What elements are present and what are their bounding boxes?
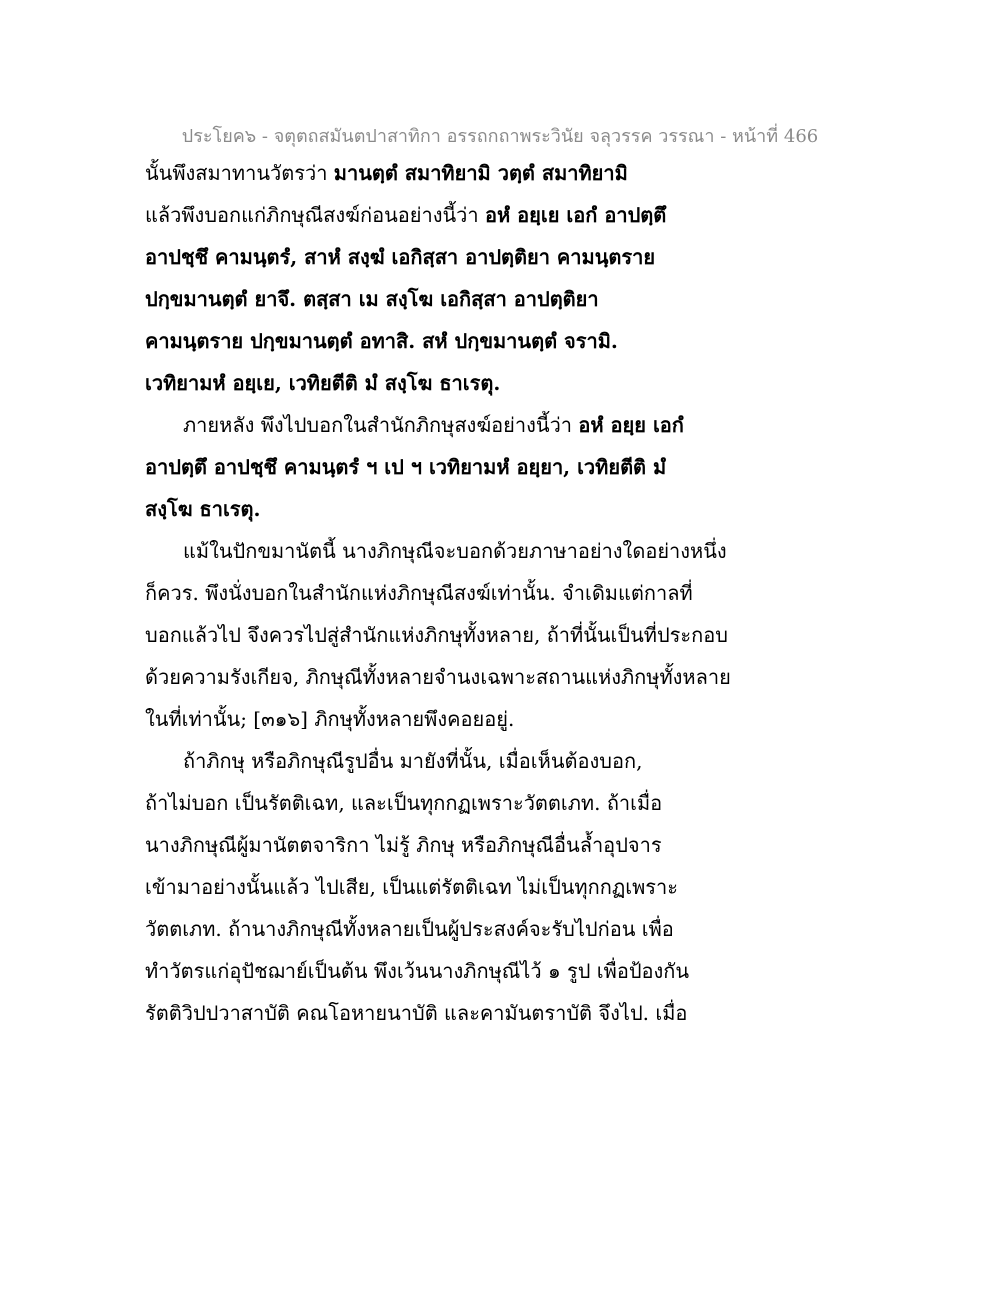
text-line-8-bold: อาปตฺตึ อาปชฺชึ คามนฺตรํ ฯ เป ฯ เวทิยามหํ อยฺยา, เวทิยตีติ มํ [145, 455, 667, 479]
text-line-19 [145, 916, 674, 942]
text-line-20 [145, 958, 689, 984]
text-line-1 [145, 160, 628, 186]
text-line-9-bold: สงฺโฆ ธาเรตุ. [145, 497, 261, 521]
text-line-17 [145, 832, 662, 858]
text-line-4-bold: ปกฺขมานตฺตํ ยาจึ. ตสฺสา เม สงฺโฆ เอกิสฺสา อาปตฺติยา [145, 287, 599, 311]
text-line-16-normal: ถ้าไม่บอก เป็นรัตติเฉท, และเป็นทุกกฏเพราะวัตตเภท. ถ้าเมื่อ [145, 791, 663, 815]
text-line-11-normal: ก็ควร. พึงนั่งบอกในสำนักแห่งภิกษุณีสงฆ์เท่านั้น. จำเดิมแต่กาลที่ [145, 581, 693, 605]
text-line-17-normal: นางภิกษุณีผู้มานัตตจาริกา ไม่รู้ ภิกษุ หรือภิกษุณีอื่นล้ำอุปจาร [145, 833, 662, 857]
text-line-9 [145, 496, 261, 522]
text-line-11 [145, 580, 693, 606]
text-line-1-normal: นั้นพึงสมาทานวัตรว่า [145, 161, 334, 185]
text-line-1-bold: มานตฺตํ สมาทิยามิ วตฺตํ สมาทิยามิ [333, 161, 628, 185]
text-line-7-normal: ภายหลัง พึงไปบอกในสำนักภิกษุสงฆ์อย่างนี้ว่า [183, 413, 579, 437]
text-line-2 [145, 202, 666, 228]
text-line-4 [145, 286, 599, 312]
text-line-7-bold: อหํ อยฺย เอกํ [578, 413, 684, 437]
text-line-15 [183, 748, 642, 774]
text-line-12-normal: บอกแล้วไป จึงควรไปสู่สำนักแห่งภิกษุทั้งหลาย, ถ้าที่นั้นเป็นที่ประกอบ [145, 623, 728, 647]
text-line-18 [145, 874, 678, 900]
text-line-13 [145, 664, 731, 690]
text-line-10-normal: แม้ในปักขมานัตนี้ นางภิกษุณีจะบอกด้วยภาษาอย่างใดอย่างหนึ่ง [183, 539, 727, 563]
text-line-15-normal: ถ้าภิกษุ หรือภิกษุณีรูปอื่น มายังที่นั้น, เมื่อเห็นต้องบอก, [183, 749, 643, 773]
text-line-19-normal: วัตตเภท. ถ้านางภิกษุณีทั้งหลายเป็นผู้ประสงค์จะรับไปก่อน เพื่อ [145, 917, 674, 941]
text-line-8 [145, 454, 666, 480]
text-line-14 [145, 706, 514, 732]
text-line-3 [145, 244, 655, 270]
text-line-2-normal: แล้วพึงบอกแก่ภิกษุณีสงฆ์ก่อนอย่างนี้ว่า [145, 203, 485, 227]
text-line-18-normal: เข้ามาอย่างนั้นแล้ว ไปเสีย, เป็นแต่รัตติเฉท ไม่เป็นทุกกฏเพราะ [145, 875, 678, 899]
text-line-6-bold: เวทิยามหํ อยฺเย, เวทิยตีติ มํ สงฺโฆ ธาเรตุ. [145, 371, 501, 395]
text-line-20-normal: ทำวัตรแก่อุปัชฌาย์เป็นต้น พึงเว้นนางภิกษุณีไว้ ๑ รูป เพื่อป้องกัน [145, 959, 690, 983]
text-line-16 [145, 790, 662, 816]
text-line-21 [145, 1000, 687, 1026]
text-line-7 [183, 412, 684, 438]
text-line-13-normal: ด้วยความรังเกียจ, ภิกษุณีทั้งหลายจำนงเฉพาะสถานแห่งภิกษุทั้งหลาย [145, 665, 731, 689]
text-line-21-normal: รัตติวิปปวาสาบัติ คณโอหายนาบัติ และคามันตราบัติ จึงไป. เมื่อ [145, 1001, 688, 1025]
text-line-3-bold: อาปชฺชึ คามนฺตรํ, สาหํ สงฺฆํ เอกิสฺสา อาปตฺติยา คามนฺตราย [145, 245, 656, 269]
text-line-12 [145, 622, 728, 648]
page-header: ประโยค๖ - จตุตถสมันตปาสาทิกา อรรถกถาพระวินัย จลุวรรค วรรณา - หน้าที่ 466 [181, 126, 819, 147]
text-line-14-normal: ในที่เท่านั้น; [๓๑๖] ภิกษุทั้งหลายพึงคอยอยู่. [145, 707, 515, 731]
text-line-10 [183, 538, 727, 564]
text-line-5 [145, 328, 618, 354]
text-line-6 [145, 370, 500, 396]
text-line-2-bold: อหํ อยฺเย เอกํ อาปตฺตึ [485, 203, 667, 227]
text-line-5-bold: คามนฺตราย ปกฺขมานตฺตํ อทาสิ. สหํ ปกฺขมานตฺตํ จรามิ. [145, 329, 618, 353]
